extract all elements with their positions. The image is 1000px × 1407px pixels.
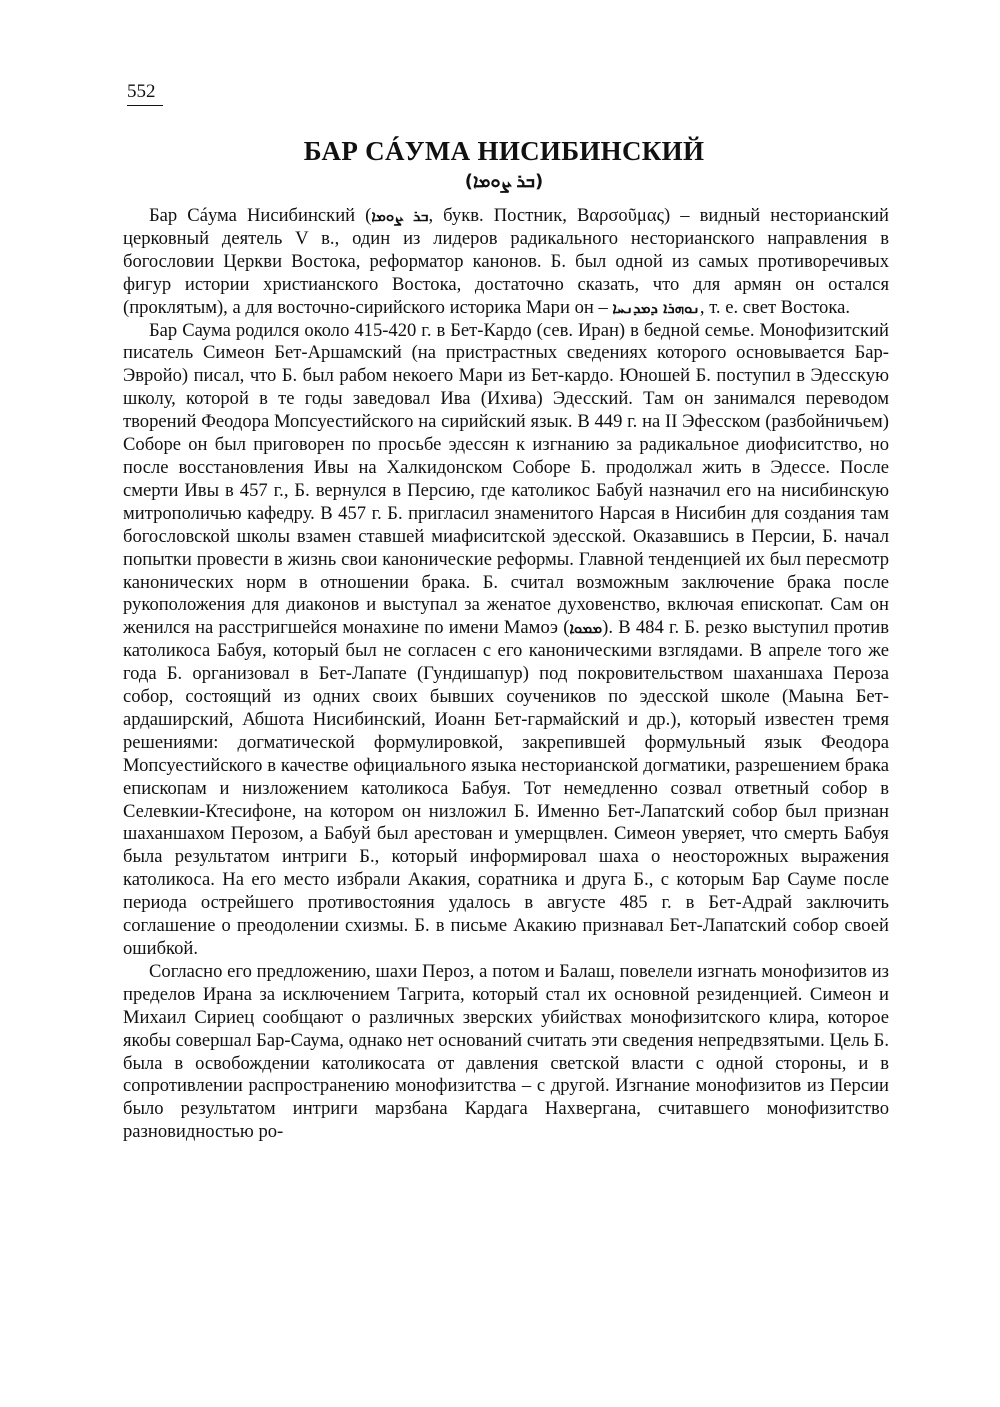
syriac-term: ܢܘܗܪܐ ܕܡܕܢܚܐ (612, 298, 700, 317)
text-run: , букв. Постник, Βαρσοῦμας) – видный несторианский церковный деятель V в., один из лидеров радикального несторианского направления в богословии Церкви Востока, реформатор канонов. Б. был одной из самых противоречивых фигур истории христианского Востока, достаточно сказать, что для армян он остался (проклятым), а для восточно-сирийского историка Мари он – (123, 205, 890, 318)
article-title: БАР СÁУМА НИСИБИНСКИЙ (303, 136, 705, 166)
page-number: 552 (127, 80, 163, 106)
article-subtitle-syriac: (ܒܪ ܨܘܡܐ) (464, 171, 544, 192)
text-run: Бар Сáума Нисибинский ( (149, 205, 372, 226)
syriac-term: ܡܡܘܐ (569, 619, 603, 638)
body-paragraph (123, 961, 889, 1144)
text-run: ). В 484 г. Б. резко выступил против католикоса Бабуя, который был не согласен с его каноническими взглядами. В апреле того же года Б. организовал в Бет-Лапате (Гундишапур) под покровительством шаханшаха Пероза собор, состоящий из одних своих бывших соучеников по эдесской школе (Маына Бет-ардаширский, Абшота Нисибинский, Иоанн Бет-гармайский и др.), который известен тремя решениями: догматической формулировкой, закрепившей формульный язык Феодора Мопсуестийского в качестве официального языка несторианской догматики, разрешением брака епископам и низложением католикоса Бабуя. Тот немедленно созвал ответный собор в Селевкии-Ктесифоне, на котором он низложил Б. Именно Бет-Лапатский собор был признан шаханшахом Перозом, а Бабуй был арестован и умерщвлен. Симеон уверяет, что смерть Бабуя была результатом интриги Б., который информировал шаха о неосторожных выражения католикоса. На его место избрали Акакия, соратника и друга Б., с которым Бар Сауме после периода острейшего противостояния удалось в августе 485 г. в Бет-Адрай заключить соглашение о преодолении схизмы. Б. в письме Акакию признавал Бет-Лапатский собор своей ошибкой. (123, 617, 889, 959)
body-paragraph (123, 320, 889, 961)
text-run: Согласно его предложению, шахи Пероз, а потом и Балаш, повелели изгнать монофизитов из пределов Ирана за исключением Тагрита, который стал их основной резиденцией. Симеон и Михаил Сириец сообщают о различных зверских убийствах монофизитского клира, которое якобы совершал Бар-Саума, однако нет оснований считать эти сведения непредвзятыми. Цель Б. была в освобождении католикосата от давления светской власти с одной стороны, и в сопротивлении распространению монофизитства – с другой. Изгнание монофизитов из Персии было результатом интриги марзбана Кардага Нахвергана, считавшего монофизитство разновидностью ро- (123, 960, 889, 1143)
text-run: Бар Саума родился около 415-420 г. в Бет-Кардо (сев. Иран) в бедной семье. Монофизитский писатель Симеон Бет-Аршамский (на пристрастных сведениях которого основывается Бар-Эвройо) писал, что Б. был рабом некоего Мари из Бет-кардо. Юношей Б. поступил в Эдесскую школу, которой в те годы заведовал Ива (Ихива) Эдесский. Там он занимался переводом творений Феодора Мопсуестийского на сирийский язык. В 449 г. на II Эфесском (разбойничьем) Соборе он был приговорен по просьбе эдессян к изгнанию за радикальное диофиситство, но после восстановления Ивы на Халкидонском Соборе Б. продолжал жить в Эдессе. После смерти Ивы в 457 г., Б. вернулся в Персию, где католикос Бабуй назначил его на нисибинскую митрополичью кафедру. В 457 г. Б. пригласил знаменитого Нарсая в Нисибин для создания там богословской школы взамен ставшей миафиситской эдесской. Оказавшись в Персии, Б. начал попытки провести в жизнь свои канонические реформы. Главной тенденцией их был пересмотр канонических норм в отношении брака. Б. считал возможным заключение брака после рукоположения для диаконов и выступал за женатое духовенство, включая епископат. Сам он женился на расстригшейся монахине по имени Мамоэ ( (123, 319, 889, 639)
syriac-term: ܒܪ ܨܘܡܐ (371, 207, 429, 225)
text-run: , т. е. свет Востока. (699, 296, 850, 318)
body-paragraph (123, 205, 889, 320)
article-body (123, 205, 889, 1144)
